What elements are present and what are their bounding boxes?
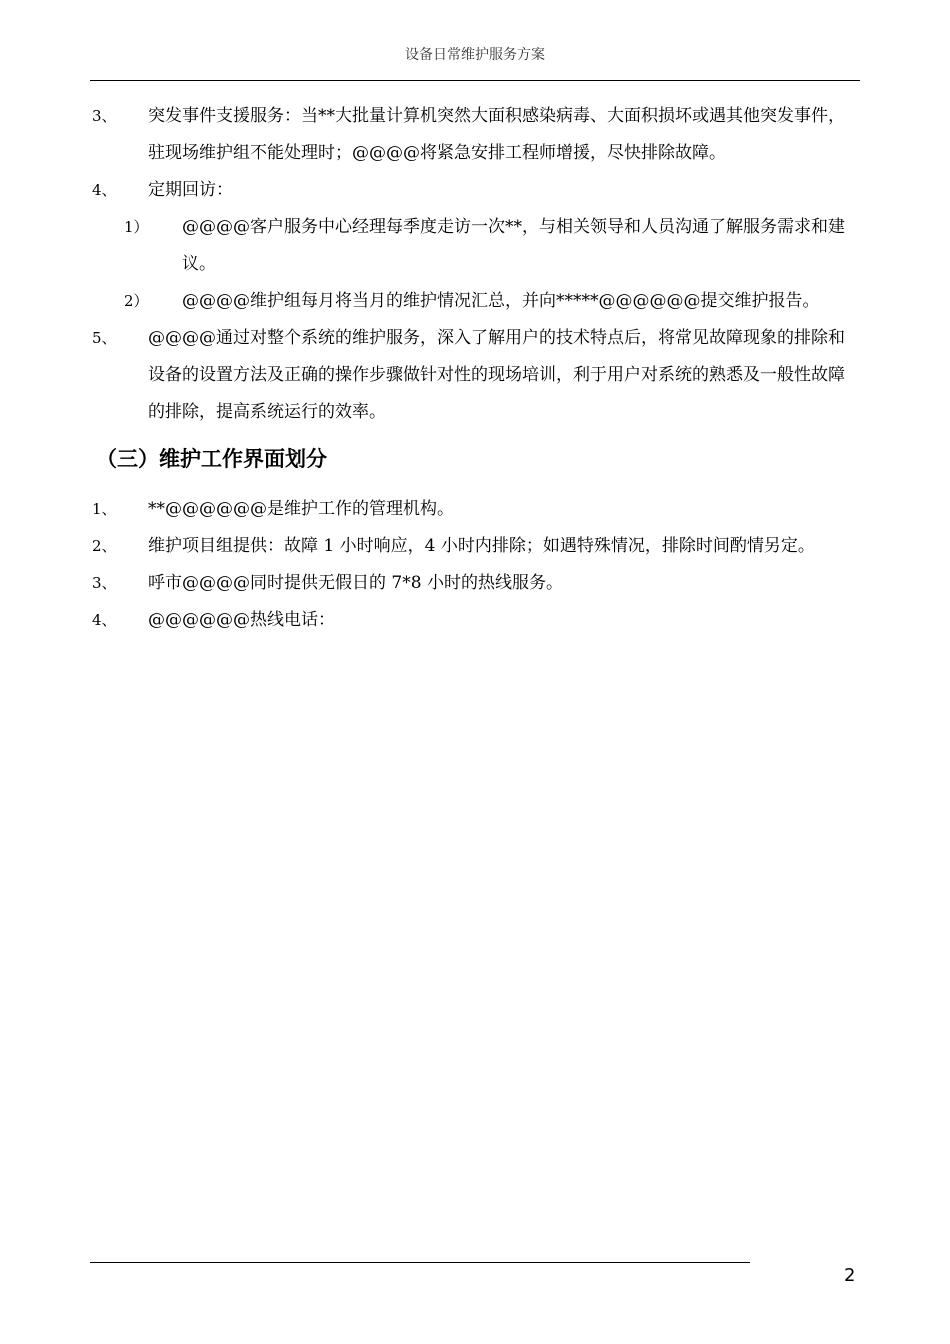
page-header-title: 设备日常维护服务方案 [405,47,545,63]
list-item [90,528,860,565]
list-item-text: 呼市@@@@同时提供无假日的 7*8 小时的热线服务。 [148,573,563,593]
footer-divider [90,1262,750,1263]
list-item-text: 定期回访： [148,180,233,200]
list-item-text: 突发事件支援服务：当**大批量计算机突然大面积感染病毒、大面积损坏或遇其他突发事件，驻现场维护组不能处理时；@@@@将紧急安排工程师增援，尽快排除故障。 [148,106,845,163]
list-item-number: 3、 [92,574,117,592]
sub-list-item [90,283,880,320]
list-item [90,320,860,431]
page-number: 2 [844,1265,856,1286]
list-item-number: 2、 [92,537,117,555]
list-item-number: 5、 [92,329,117,347]
list-item [90,491,880,528]
list-item [90,565,880,602]
list-item-text: @@@@@@热线电话： [148,610,335,630]
list-item-text: **@@@@@@是维护工作的管理机构。 [148,499,454,519]
list-item-number: 4、 [92,611,117,629]
list-item [90,98,860,172]
list-item [90,172,880,209]
list-item-text: 维护项目组提供：故障 1 小时响应，4 小时内排除；如遇特殊情况，排除时间酌情另定。 [148,536,815,556]
list-item-text: @@@@通过对整个系统的维护服务，深入了解用户的技术特点后，将常见故障现象的排除和设备的设置方法及正确的操作步骤做针对性的现场培训，利于用户对系统的熟悉及一般性故障的排除，提高系统运行的效率。 [148,328,845,422]
list-item-number: 3、 [92,107,117,125]
sub-list-item-number: 1） [124,218,149,236]
document-body [90,98,880,639]
section-heading: （三）维护工作界面划分 [96,447,327,471]
sub-list-item [90,209,862,283]
list-item-number: 4、 [92,181,117,199]
header-divider [90,80,860,81]
list-item [90,602,880,639]
list-item-number: 1、 [92,500,117,518]
sub-list-item-text: @@@@客户服务中心经理每季度走访一次**，与相关领导和人员沟通了解服务需求和建议。 [182,217,845,274]
sub-list-item-text: @@@@维护组每月将当月的维护情况汇总，并向*****@@@@@@提交维护报告。 [182,291,820,311]
sub-list-item-number: 2） [124,292,149,310]
